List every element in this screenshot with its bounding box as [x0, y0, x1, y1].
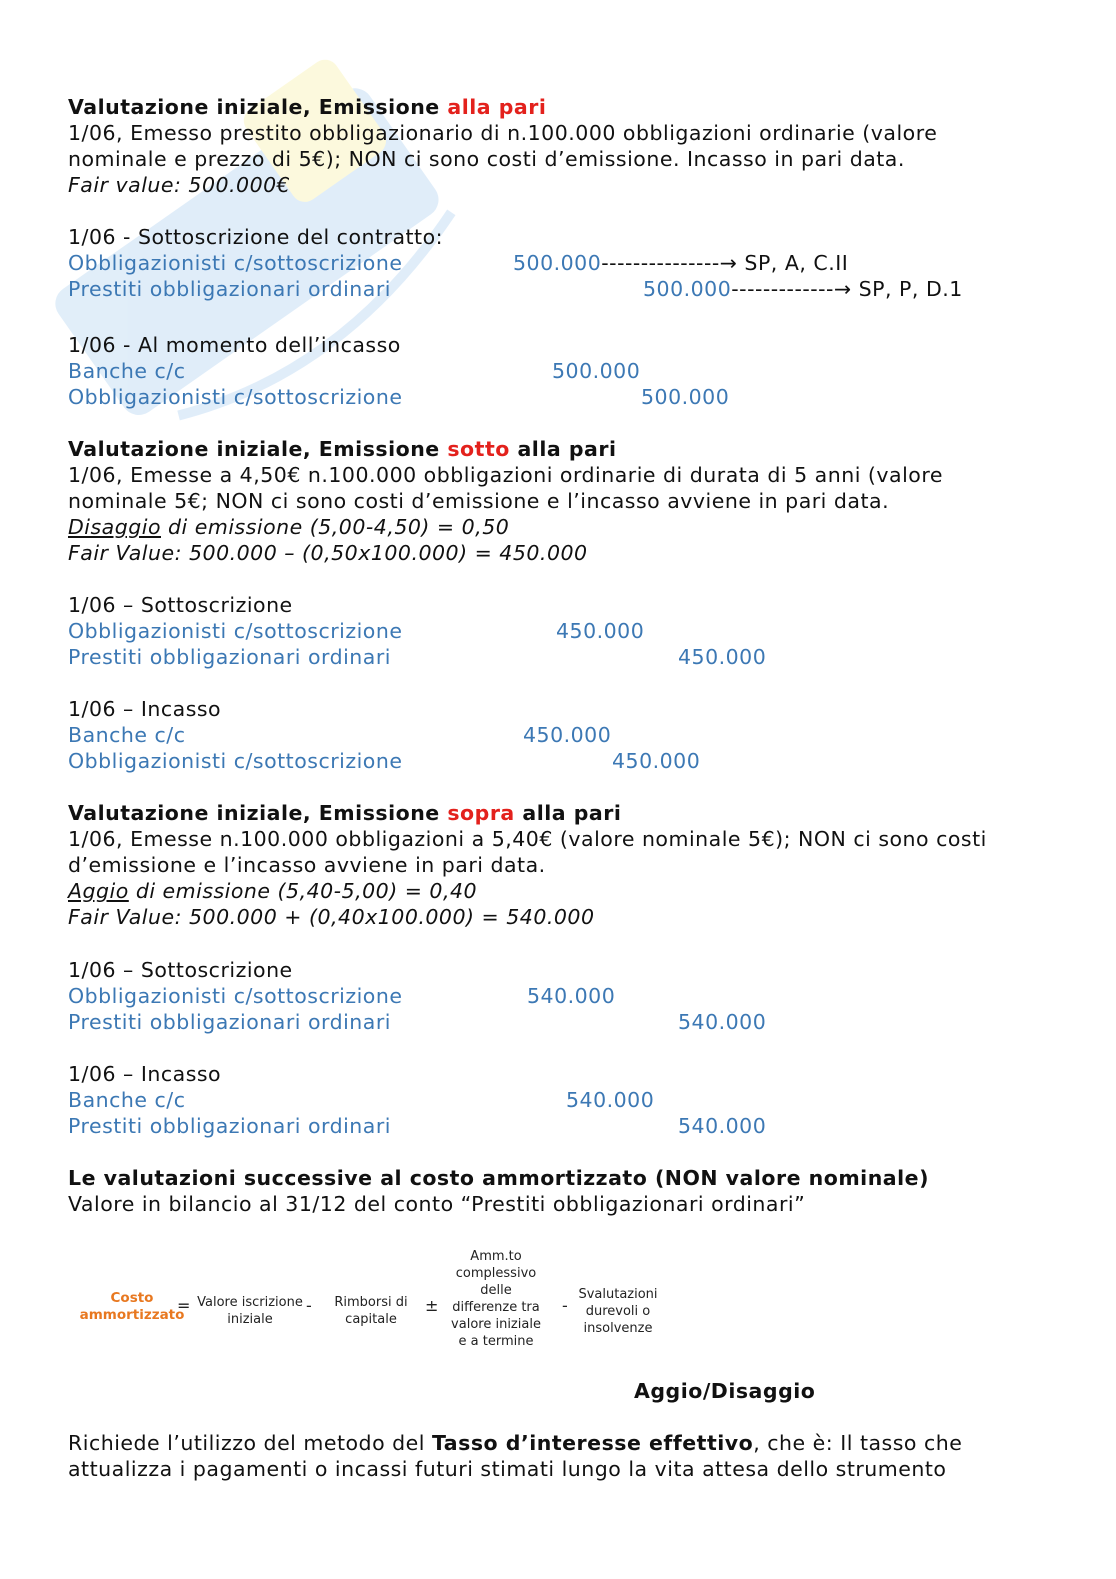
paragraph: d’emissione e l’incasso avviene in pari data.	[68, 853, 546, 877]
minus-sign: -	[306, 1296, 312, 1315]
credit-amount: 450.000	[678, 645, 767, 669]
entry-heading: 1/06 – Sottoscrizione	[68, 593, 293, 617]
paragraph: 1/06, Emesso prestito obbligazionario di n.100.000 obbligazioni ordinarie (valore	[68, 121, 938, 145]
entry-heading: 1/06 – Sottoscrizione	[68, 958, 293, 982]
amortized-cost-formula	[70, 1248, 690, 1368]
account-name: Obbligazionisti c/sottoscrizione	[68, 385, 403, 409]
section-title-alla-pari: Valutazione iniziale, Emissione alla pari	[68, 95, 547, 119]
entry-heading: 1/06 - Sottoscrizione del contratto:	[68, 225, 444, 249]
debit-amount: 450.000	[523, 723, 612, 747]
disaggio-line: Disaggio di emissione (5,00-4,50) = 0,50	[68, 515, 510, 539]
credit-amount: 450.000	[612, 749, 701, 773]
equals-sign: =	[177, 1296, 191, 1315]
plus-minus-sign: ±	[425, 1296, 439, 1315]
account-name: Prestiti obbligazionari ordinari	[68, 1010, 391, 1034]
formula-term-initial-value: Valore iscrizione iniziale	[197, 1295, 303, 1327]
formula-term-repayments: Rimborsi di capitale	[334, 1295, 408, 1327]
entry-heading: 1/06 – Incasso	[68, 697, 222, 721]
paragraph: nominale e prezzo di 5€); NON ci sono costi d’emissione. Incasso in pari data.	[68, 147, 905, 171]
debit-amount: 540.000	[566, 1088, 655, 1112]
credit-amount: 500.000-------------→ SP, P, D.1	[643, 277, 963, 301]
credit-amount: 500.000	[641, 385, 730, 409]
paragraph: Valore in bilancio al 31/12 del conto “Prestiti obbligazionari ordinari”	[68, 1192, 806, 1216]
section-title-costo-ammortizzato: Le valutazioni successive al costo ammortizzato (NON valore nominale)	[68, 1166, 929, 1190]
paragraph: 1/06, Emesse n.100.000 obbligazioni a 5,40€ (valore nominale 5€); NON ci sono costi	[68, 827, 987, 851]
account-name: Banche c/c	[68, 723, 186, 747]
formula-lhs: Costo ammortizzato	[79, 1290, 185, 1323]
account-name: Banche c/c	[68, 359, 186, 383]
fair-value: Fair value: 500.000€	[68, 173, 291, 197]
section-title-sotto-pari: Valutazione iniziale, Emissione sotto alla pari	[68, 437, 617, 461]
formula-term-impairments: Svalutazioni durevoli o insolvenze	[578, 1287, 658, 1336]
paragraph: attualizza i pagamenti o incassi futuri stimati lungo la vita attesa dello strumento	[68, 1457, 947, 1481]
fair-value: Fair Value: 500.000 + (0,40x100.000) = 540.000	[68, 905, 595, 929]
fair-value: Fair Value: 500.000 – (0,50x100.000) = 450.000	[68, 541, 588, 565]
formula-term-amortization: Amm.to complessivo delle differenze tra valore iniziale e a termine	[451, 1249, 541, 1349]
account-name: Obbligazionisti c/sottoscrizione	[68, 984, 403, 1008]
account-name: Prestiti obbligazionari ordinari	[68, 1114, 391, 1138]
paragraph: 1/06, Emesse a 4,50€ n.100.000 obbligazioni ordinarie di durata di 5 anni (valore	[68, 463, 943, 487]
paragraph: nominale 5€; NON ci sono costi d’emissione e l’incasso avviene in pari data.	[68, 489, 890, 513]
account-name: Obbligazionisti c/sottoscrizione	[68, 619, 403, 643]
aggio-disaggio-label: Aggio/Disaggio	[634, 1379, 816, 1403]
paragraph: Richiede l’utilizzo del metodo del Tasso d’interesse effettivo, che è: Il tasso che	[68, 1431, 963, 1455]
aggio-line: Aggio di emissione (5,40-5,00) = 0,40	[68, 879, 478, 903]
account-name: Prestiti obbligazionari ordinari	[68, 277, 391, 301]
account-name: Obbligazionisti c/sottoscrizione	[68, 251, 403, 275]
account-name: Banche c/c	[68, 1088, 186, 1112]
credit-amount: 540.000	[678, 1010, 767, 1034]
debit-amount: 500.000	[552, 359, 641, 383]
section-title-sopra-pari: Valutazione iniziale, Emissione sopra alla pari	[68, 801, 622, 825]
debit-amount: 450.000	[556, 619, 645, 643]
entry-heading: 1/06 – Incasso	[68, 1062, 222, 1086]
account-name: Obbligazionisti c/sottoscrizione	[68, 749, 403, 773]
minus-sign: -	[562, 1296, 568, 1315]
credit-amount: 540.000	[678, 1114, 767, 1138]
debit-amount: 500.000---------------→ SP, A, C.II	[513, 251, 849, 275]
account-name: Prestiti obbligazionari ordinari	[68, 645, 391, 669]
entry-heading: 1/06 - Al momento dell’incasso	[68, 333, 401, 357]
debit-amount: 540.000	[527, 984, 616, 1008]
